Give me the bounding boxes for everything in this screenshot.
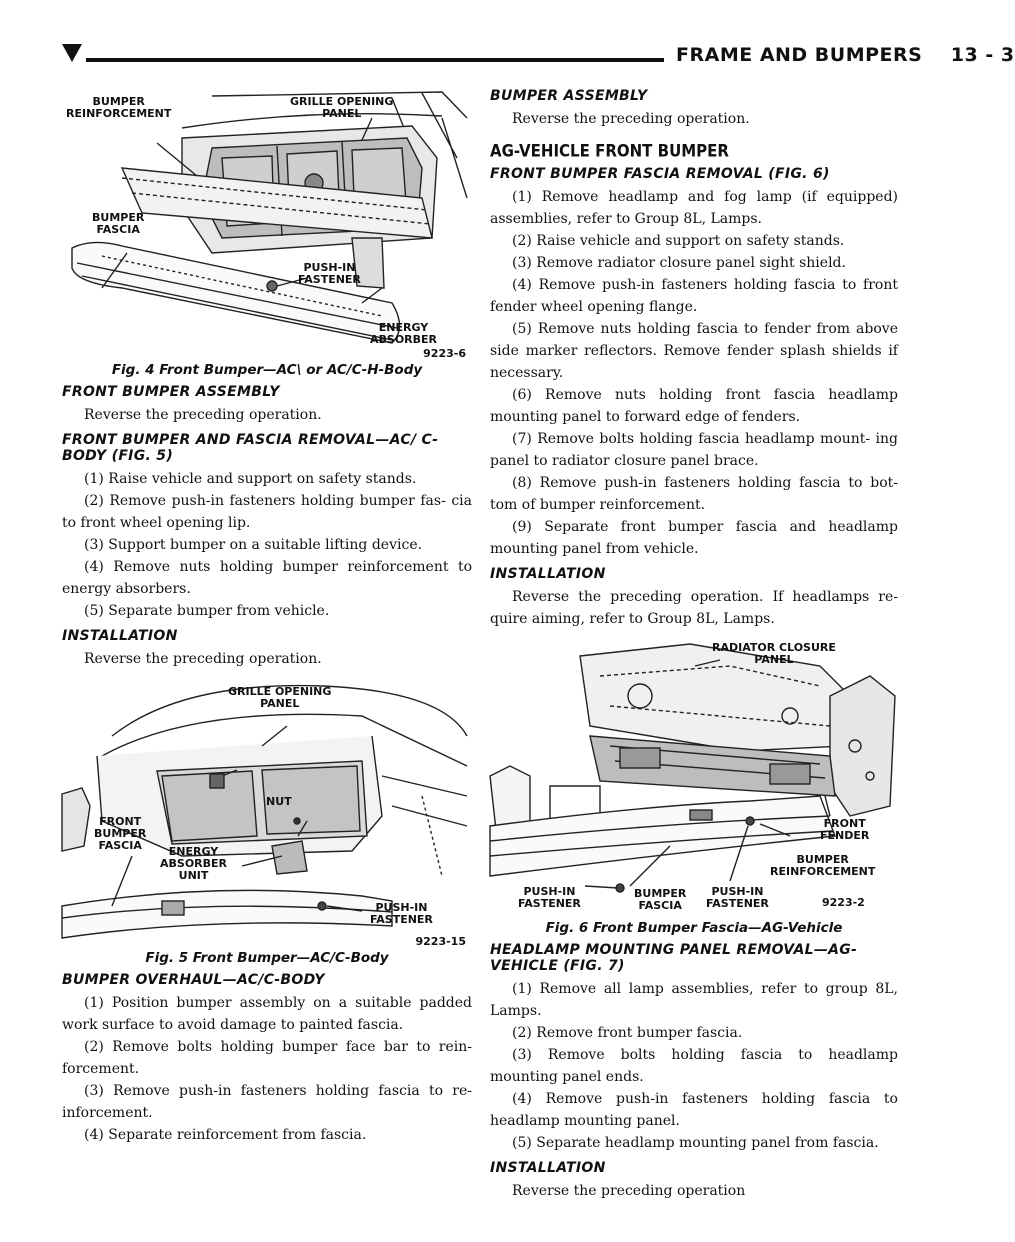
heading-installation: INSTALLATION bbox=[490, 566, 606, 582]
triangle-marker-icon bbox=[62, 44, 82, 62]
left-column bbox=[62, 88, 472, 1146]
fig6-label-radiator-closure-panel: RADIATOR CLOSURE PANEL bbox=[712, 641, 836, 666]
step: (1) Position bumper assembly on a suitable padded work surface to avoid damage to painted fascia. bbox=[62, 995, 472, 1033]
step: (3) Remove push-in fasteners holding fascia to re- inforcement. bbox=[62, 1083, 472, 1121]
step: (2) Remove bolts holding bumper face bar to rein- forcement. bbox=[62, 1039, 472, 1077]
heading-installation: INSTALLATION bbox=[62, 628, 178, 644]
step: (2) Remove front bumper fascia. bbox=[512, 1025, 743, 1041]
fig5-label-front-bumper-fascia: FRONT BUMPER FASCIA bbox=[94, 815, 147, 852]
fig4-label-push-in-fastener: PUSH-IN FASTENER bbox=[298, 261, 361, 286]
step: (7) Remove bolts holding fascia headlamp mount- ing panel to radiator closure panel brace. bbox=[490, 431, 898, 469]
heading-installation: INSTALLATION bbox=[490, 1160, 606, 1176]
header-rule bbox=[86, 58, 664, 62]
fig6-label-bumper-fascia: BUMPER FASCIA bbox=[634, 887, 687, 912]
step: (6) Remove nuts holding front fascia headlamp mounting panel to forward edge of fenders. bbox=[490, 387, 898, 425]
fig4-label-energy-absorber: ENERGY ABSORBER bbox=[370, 321, 438, 346]
heading-fascia-removal-ag: FRONT BUMPER FASCIA REMOVAL (FIG. 6) bbox=[490, 166, 830, 182]
figure-6 bbox=[490, 636, 898, 918]
text-installation: Reverse the preceding operation. If headlamps re- quire aiming, refer to Group 8L, Lamps. bbox=[490, 589, 898, 627]
page-header bbox=[62, 40, 1015, 70]
step: (1) Remove headlamp and fog lamp (if equipped) assemblies, refer to Group 8L, Lamps. bbox=[490, 189, 898, 227]
step: (3) Remove bolts holding fascia to headlamp mounting panel ends. bbox=[490, 1047, 898, 1085]
header-title: FRAME AND BUMPERS 13 - 3 bbox=[676, 44, 1015, 66]
step: (4) Remove push-in fasteners holding fascia to front fender wheel opening flange. bbox=[490, 277, 898, 315]
fig5-code: 9223-15 bbox=[415, 935, 466, 948]
fig5-caption: Fig. 5 Front Bumper—AC/C-Body bbox=[145, 950, 389, 966]
fig6-caption: Fig. 6 Front Bumper Fascia—AG-Vehicle bbox=[545, 920, 843, 936]
step: (5) Separate bumper from vehicle. bbox=[84, 603, 330, 619]
step: (9) Separate front bumper fascia and headlamp mounting panel from vehicle. bbox=[490, 519, 898, 557]
heading-bumper-overhaul: BUMPER OVERHAUL—AC/C-BODY bbox=[62, 972, 325, 988]
heading-front-bumper-assembly: FRONT BUMPER ASSEMBLY bbox=[62, 384, 280, 400]
step: (4) Separate reinforcement from fascia. bbox=[84, 1127, 367, 1143]
figure-5 bbox=[62, 676, 472, 948]
fig5-label-push-in-fastener: PUSH-IN FASTENER bbox=[370, 901, 433, 926]
step: (1) Raise vehicle and support on safety stands. bbox=[84, 471, 417, 487]
step: (4) Remove push-in fasteners holding fascia to headlamp mounting panel. bbox=[490, 1091, 898, 1129]
fig6-label-bumper-reinforcement: BUMPER REINFORCEMENT bbox=[770, 853, 876, 878]
step: (5) Remove nuts holding fascia to fender from above side marker reflectors. Remove fender splash shields if necessary. bbox=[490, 321, 898, 381]
text-installation: Reverse the preceding operation bbox=[512, 1183, 746, 1199]
text-installation: Reverse the preceding operation. bbox=[84, 651, 322, 667]
fig4-label-grille-opening-panel: GRILLE OPENING PANEL bbox=[290, 95, 394, 120]
text-bumper-assembly: Reverse the preceding operation. bbox=[512, 111, 750, 127]
fig4-caption: Fig. 4 Front Bumper—AC\ or AC/C-H-Body bbox=[111, 362, 423, 378]
fig6-label-push-in-fastener-right: PUSH-IN FASTENER bbox=[706, 885, 769, 910]
right-column bbox=[490, 88, 898, 1202]
heading-bumper-assembly: BUMPER ASSEMBLY bbox=[490, 88, 648, 104]
fig5-label-grille-opening-panel: GRILLE OPENING PANEL bbox=[228, 685, 332, 710]
fig6-code: 9223-2 bbox=[822, 896, 865, 909]
step: (2) Raise vehicle and support on safety stands. bbox=[512, 233, 845, 249]
heading-ag-vehicle-front-bumper: AG-VEHICLE FRONT BUMPER bbox=[490, 141, 729, 161]
step: (8) Remove push-in fasteners holding fascia to bot- tom of bumper reinforcement. bbox=[490, 475, 898, 513]
fig5-label-nut: NUT bbox=[266, 795, 292, 808]
fig4-label-bumper-fascia: BUMPER FASCIA bbox=[92, 211, 145, 236]
step: (3) Support bumper on a suitable lifting device. bbox=[84, 537, 423, 553]
step: (2) Remove push-in fasteners holding bumper fas- cia to front wheel opening lip. bbox=[62, 493, 472, 531]
fig5-label-energy-absorber-unit: ENERGY ABSORBER UNIT bbox=[160, 845, 228, 882]
fig4-code: 9223-6 bbox=[423, 347, 466, 360]
heading-headlamp-mounting-panel-removal: HEADLAMP MOUNTING PANEL REMOVAL—AG-VEHICLE (FIG. 7) bbox=[490, 942, 858, 974]
step: (4) Remove nuts holding bumper reinforcement to energy absorbers. bbox=[62, 559, 472, 597]
fig4-label-bumper-reinforcement: BUMPER REINFORCEMENT bbox=[66, 95, 172, 120]
fig6-label-front-fender: FRONT FENDER bbox=[820, 817, 870, 842]
text-front-bumper-assembly: Reverse the preceding operation. bbox=[84, 407, 322, 423]
step: (1) Remove all lamp assemblies, refer to group 8L, Lamps. bbox=[490, 981, 898, 1019]
step: (3) Remove radiator closure panel sight shield. bbox=[512, 255, 846, 271]
heading-fascia-removal-ac: FRONT BUMPER AND FASCIA REMOVAL—AC/ C-BODY (FIG. 5) bbox=[62, 432, 439, 464]
step: (5) Separate headlamp mounting panel from fascia. bbox=[512, 1135, 879, 1151]
fig6-label-push-in-fastener-left: PUSH-IN FASTENER bbox=[518, 885, 581, 910]
figure-4 bbox=[62, 88, 472, 360]
